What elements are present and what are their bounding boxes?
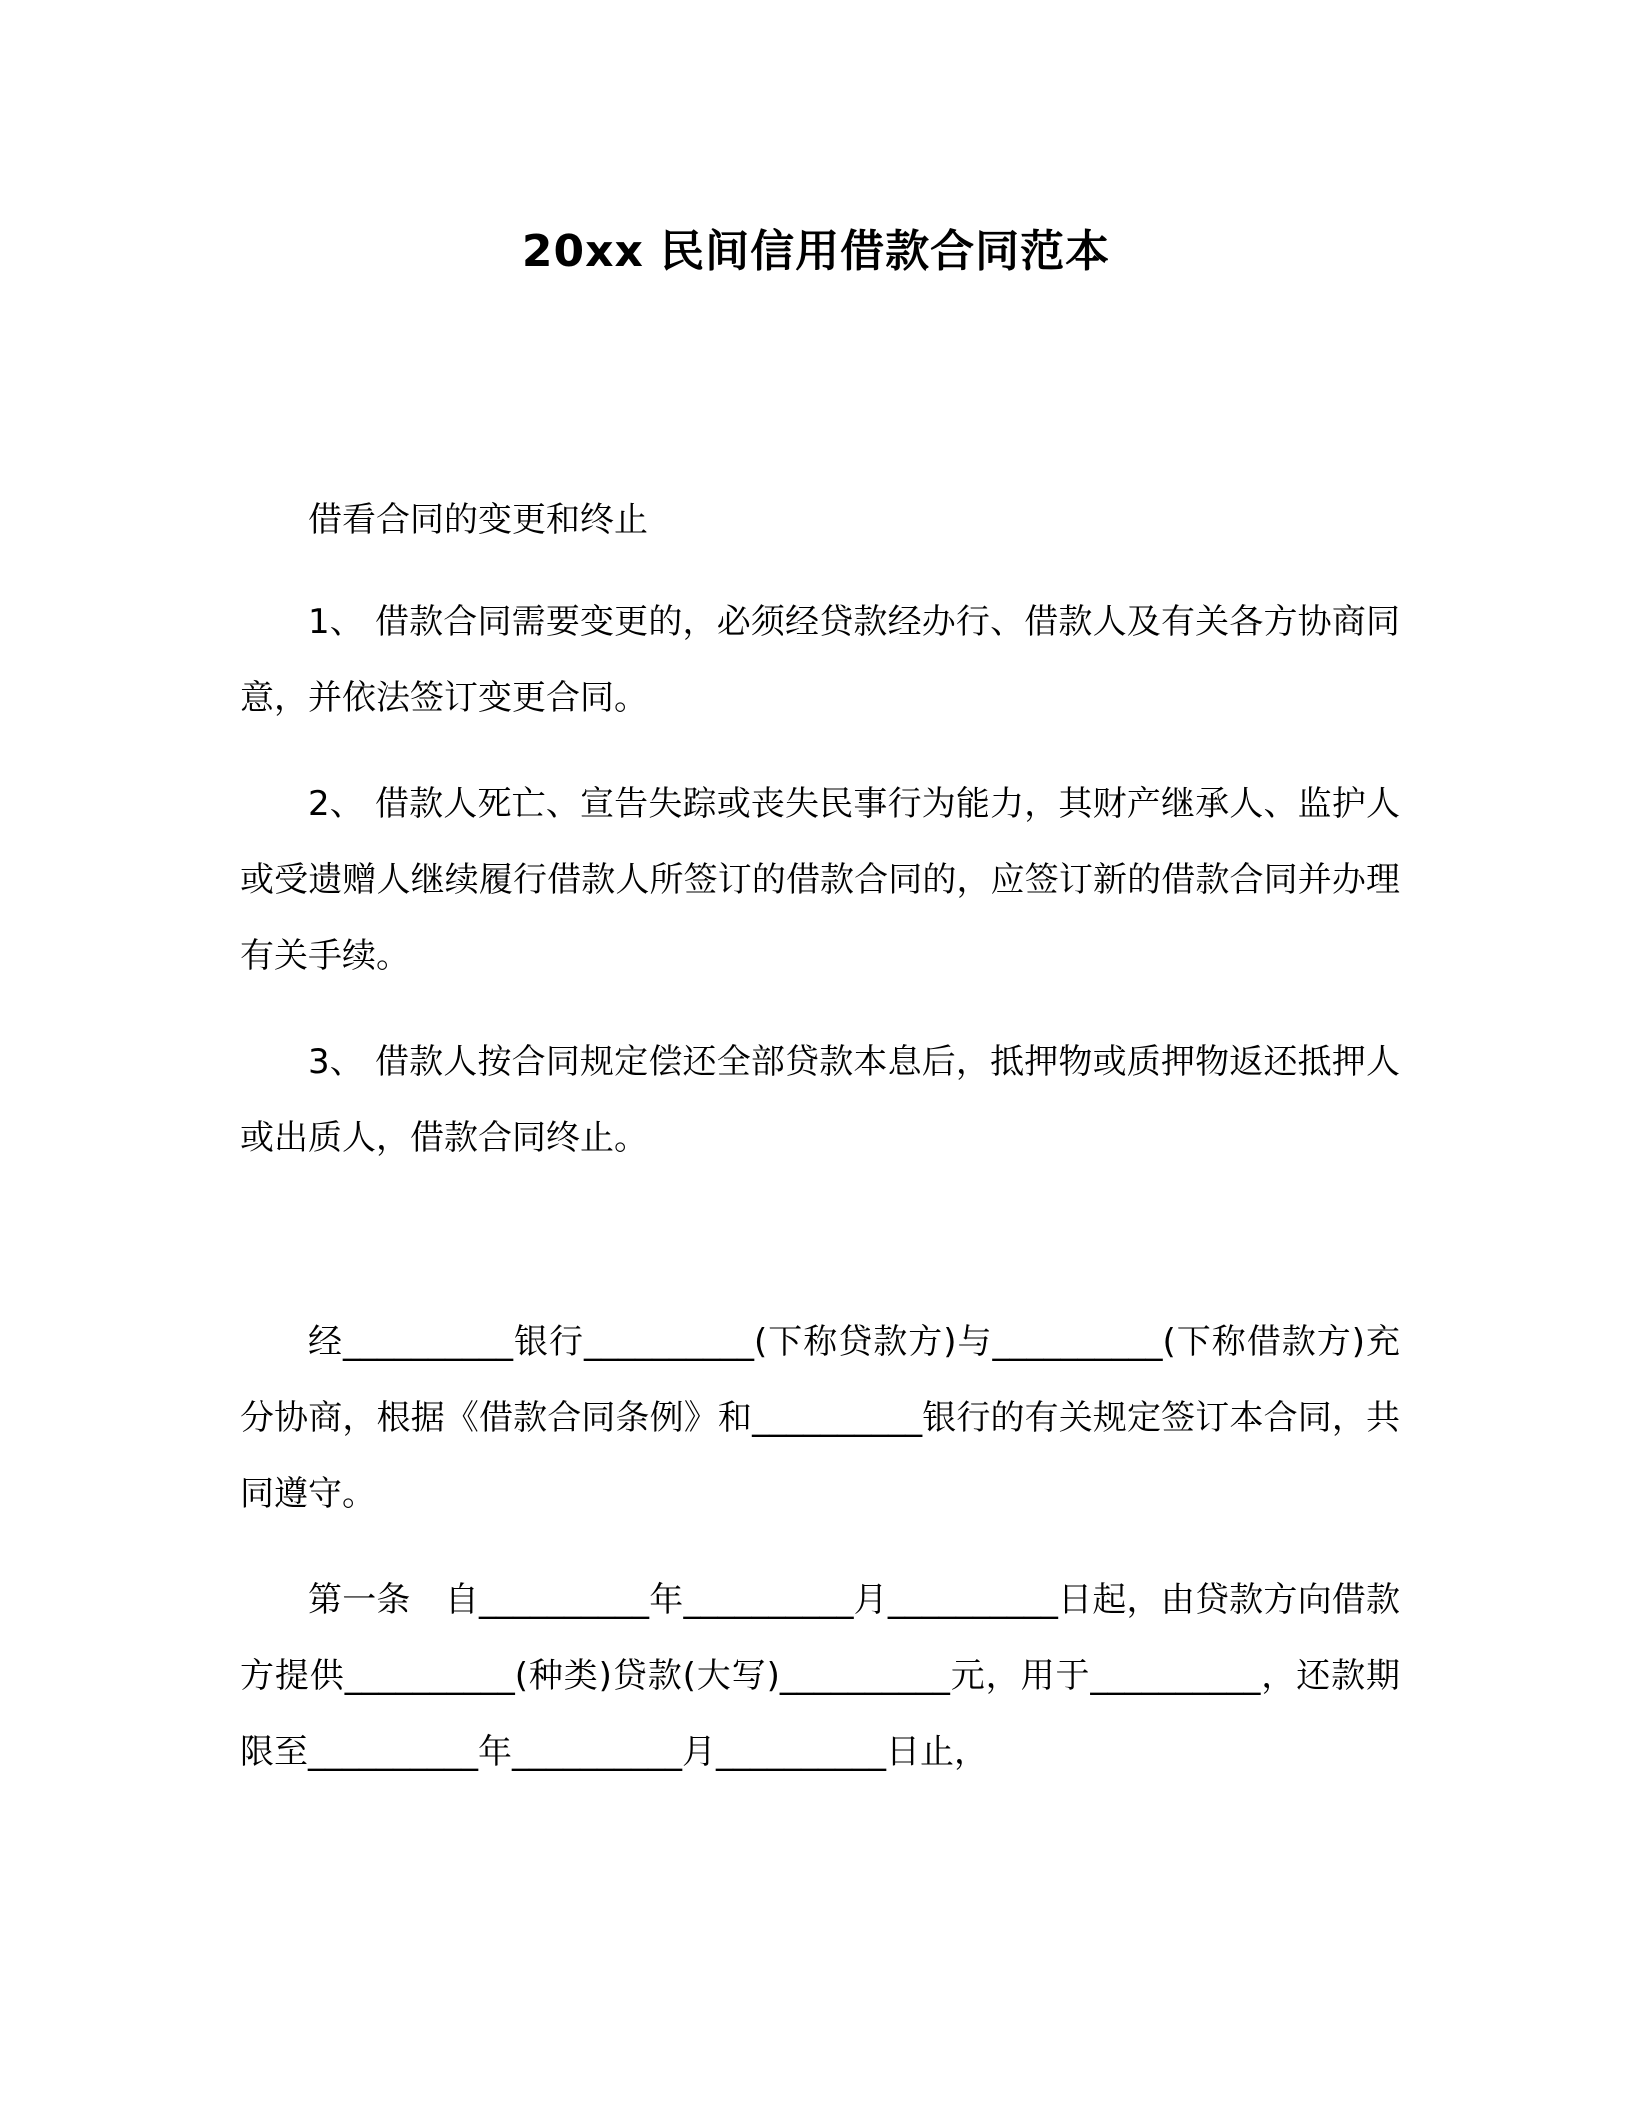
contract-intro-block (240, 1304, 1400, 1532)
article-1: 第一条 自__________年__________月__________日起，由贷款方向借款方提供__________(种类)贷款(大写)__________元，用于__________，还款期限至__________年__________月__________日止， (240, 1580, 1400, 1772)
section-heading-block (240, 482, 1400, 558)
section-heading: 借看合同的变更和终止 (308, 500, 648, 540)
clause-item-2-block (240, 766, 1400, 994)
contract-intro: 经__________银行__________(下称贷款方)与__________(下称借款方)充分协商，根据《借款合同条例》和__________银行的有关规定签订本合同，共同遵守。 (240, 1322, 1400, 1514)
clause-item-3-block (240, 1024, 1400, 1176)
clause-item-1: 1、 借款合同需要变更的，必须经贷款经办行、借款人及有关各方协商同意，并依法签订变更合同。 (240, 602, 1400, 718)
clause-item-1-block (240, 584, 1400, 736)
clause-item-2: 2、 借款人死亡、宣告失踪或丧失民事行为能力，其财产继承人、监护人或受遗赠人继续履行借款人所签订的借款合同的，应签订新的借款合同并办理有关手续。 (240, 784, 1400, 976)
document-title: 20xx 民间信用借款合同范本 (521, 226, 1111, 277)
clause-item-3: 3、 借款人按合同规定偿还全部贷款本息后，抵押物或质押物返还抵押人或出质人，借款合同终止。 (240, 1042, 1400, 1158)
article-1-block (240, 1562, 1400, 1790)
